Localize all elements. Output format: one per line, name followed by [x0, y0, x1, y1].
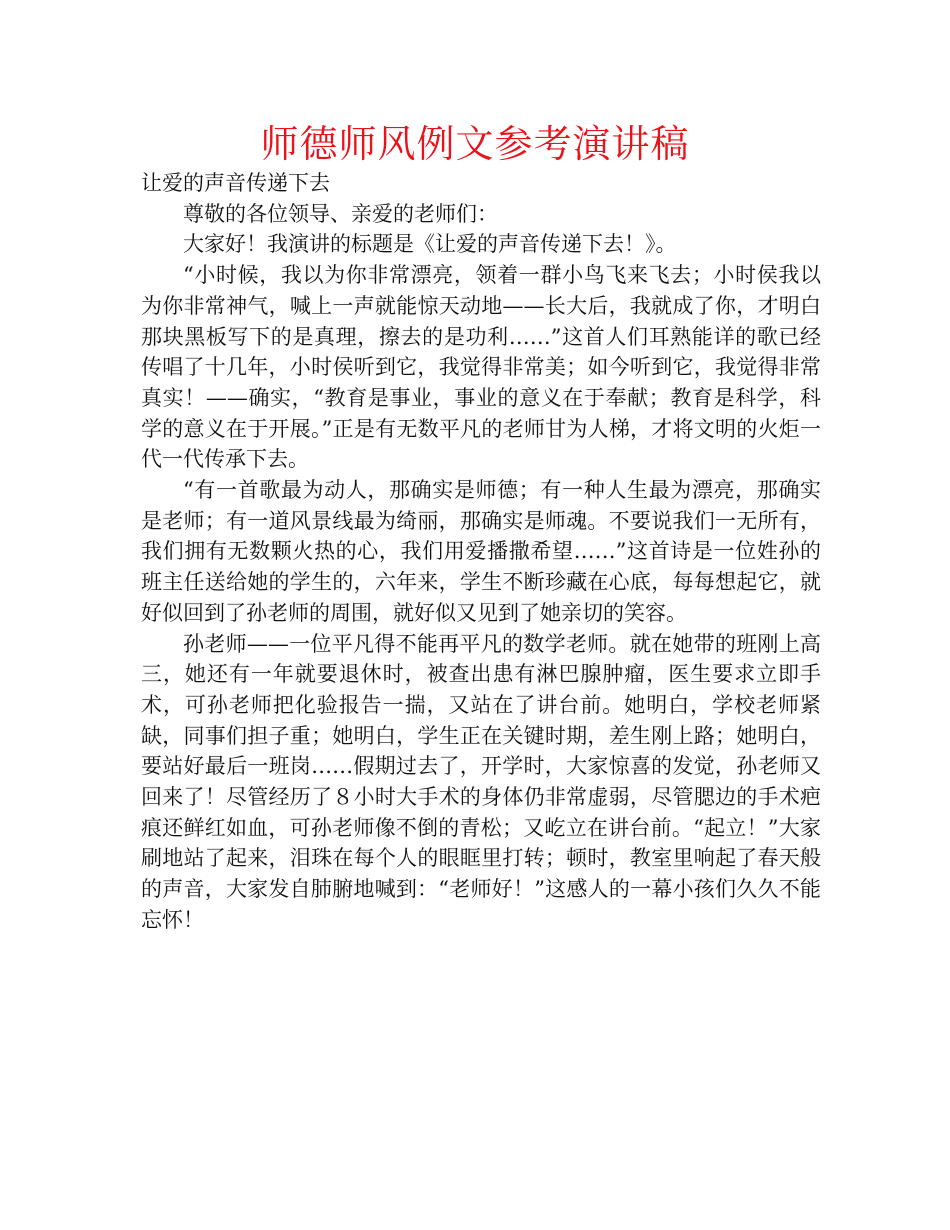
opening-paragraph: 大家好！我演讲的标题是《让爱的声音传递下去！》。 [183, 232, 677, 257]
teacher-story-paragraph: 孙老师——一位平凡得不能再平凡的数学老师。就在她带的班刚上高三，她还有一年就要退休时，被查出患有淋巴腺肿瘤，医生要求立即手术，可孙老师把化验报告一揣，又站在了讲台前。她明白，学校老师紧缺，同事们担子重；她明白，学生正在关键时期，差生刚上路；她明白，要站好最后一班岗……假期过去了，开学时，大家惊喜的发觉，孙老师又回来了！尽管经历了８小时大手术的身体仍非常虚弱，尽管腮边的手术疤痕还鲜红如血，可孙老师像不倒的青松；又屹立在讲台前。“起立！”大家刷地站了起来，泪珠在每个人的眼眶里打转；顿时，教室里响起了春天般的声音，大家发自肺腑地喊到：“老师好！”这感人的一幕小孩们久久不能忘怀！ [141, 631, 821, 932]
salutation-paragraph: 尊敬的各位领导、亲爱的老师们： [183, 201, 498, 226]
speech-subtitle: 让爱的声音传递下去 [141, 171, 330, 195]
document-body [141, 168, 821, 936]
poem-quote-paragraph: “有一首歌最为动人，那确实是师德；有一种人生最为漂亮，那确实是老师；有一道风景线最为绮丽，那确实是师魂。不要说我们一无所有，我们拥有无数颗火热的心，我们用爱播撒希望……”这首诗是一位姓孙的班主任送给她的学生的，六年来，学生不断珍藏在心底，每每想起它，就好似回到了孙老师的周围，就好似又见到了她亲切的笑容。 [141, 478, 821, 625]
song-quote-paragraph: “小时候，我以为你非常漂亮，领着一群小鸟飞来飞去；小时侯我以为你非常神气，喊上一声就能惊天动地——长大后，我就成了你，才明白那块黑板写下的是真理，擦去的是功利……”这首人们耳熟能详的歌已经传唱了十几年，小时侯听到它，我觉得非常美；如今听到它，我觉得非常真实！——确实，“教育是事业，事业的意义在于奉献；教育是科学，科学的意义在于开展。”正是有无数平凡的老师甘为人梯，才将文明的火炬一代一代传承下去。 [141, 263, 821, 472]
document-title: 师德师风例文参考演讲稿 [260, 122, 690, 166]
